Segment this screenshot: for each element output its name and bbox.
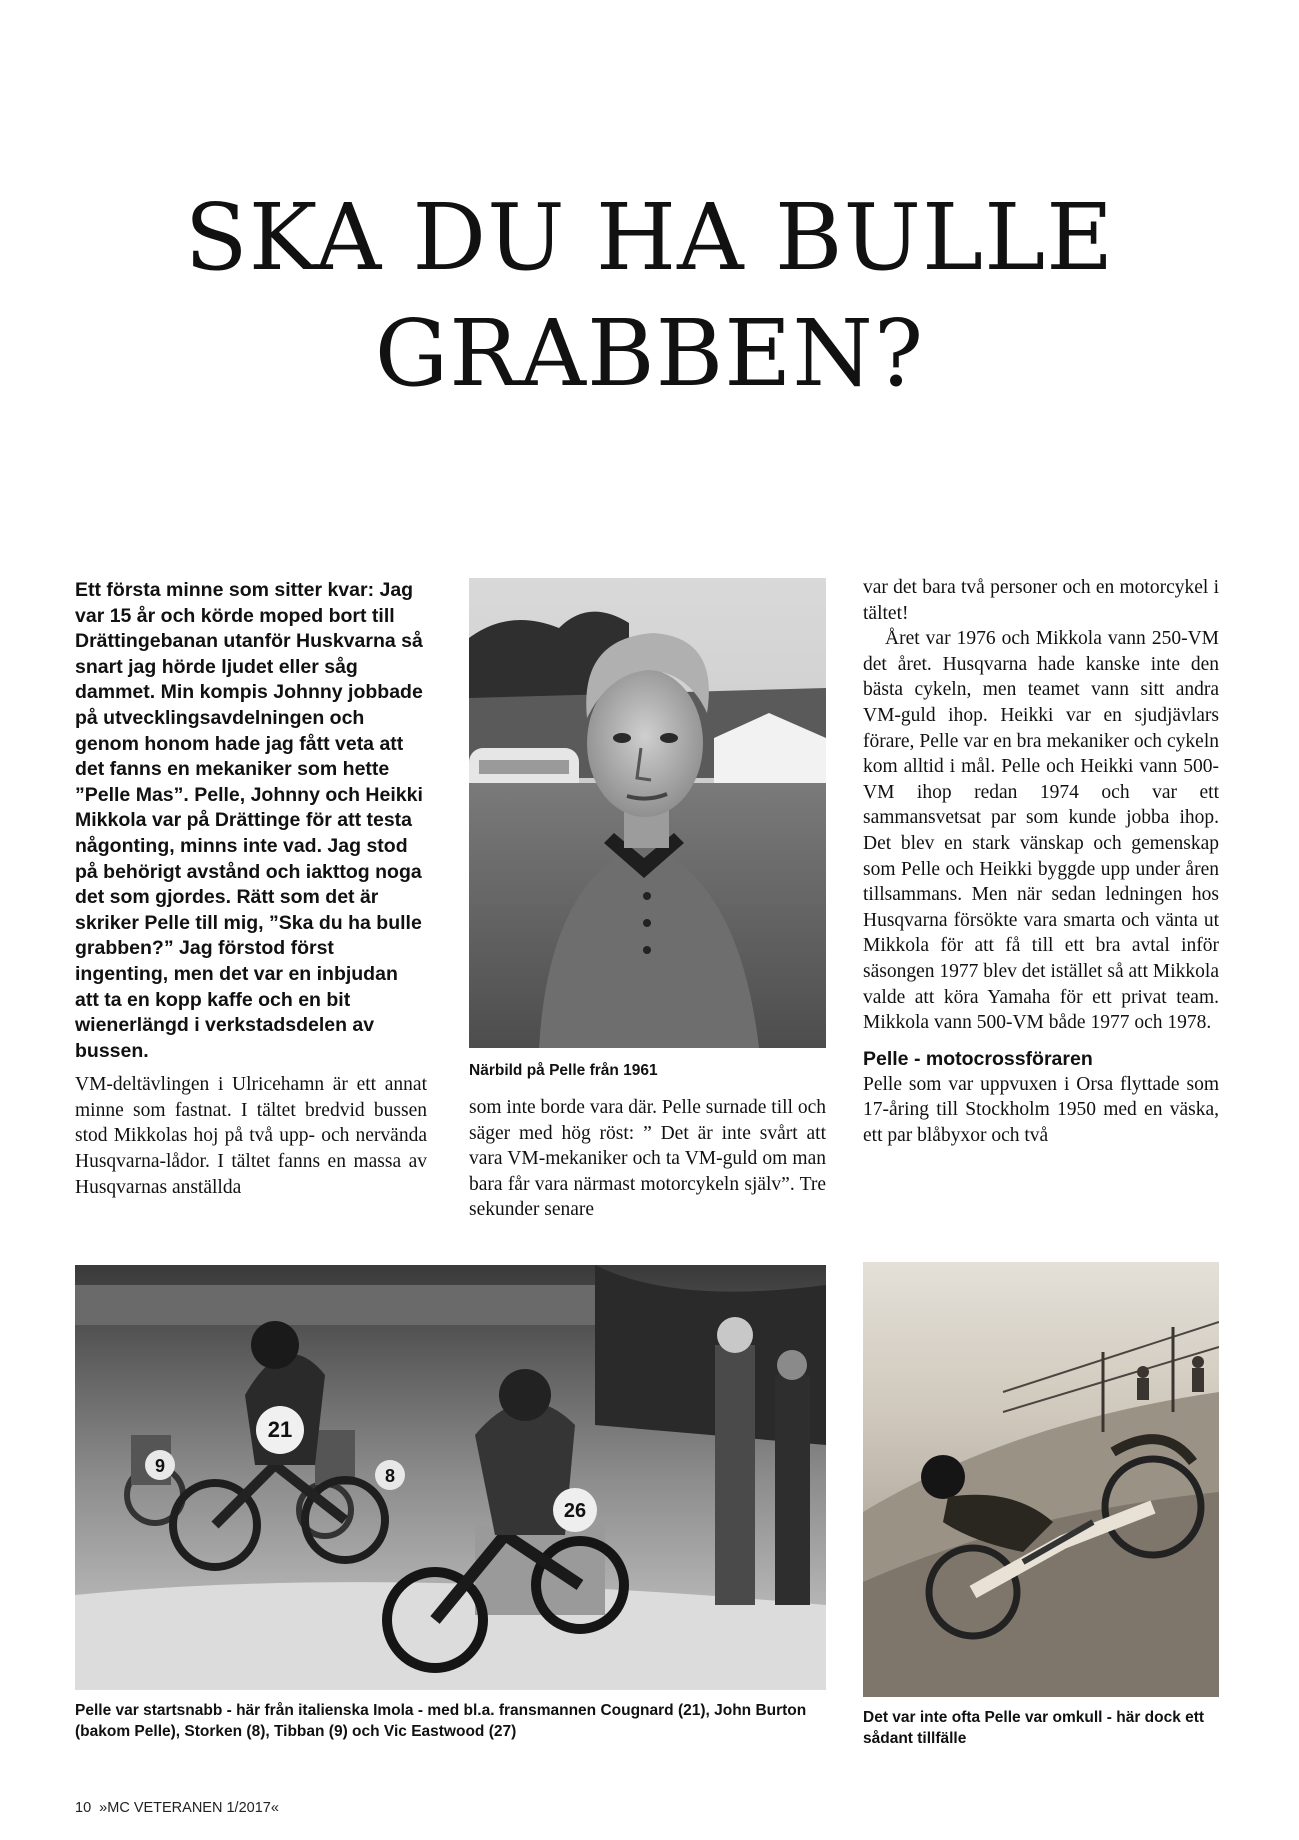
- title-line-1: SKA DU HA BULLE: [184, 184, 1115, 291]
- page-number: 10: [75, 1800, 92, 1816]
- magazine-issue: »MC VETERANEN 1/2017«: [99, 1800, 279, 1816]
- crash-photo-caption: Det var inte ofta Pelle var omkull - här dock ett sådant tillfälle: [863, 1709, 1205, 1747]
- race-start-photo: [75, 1265, 826, 1690]
- race-start-caption: Pelle var startsnabb - här från italienska Imola - med bl.a. fransmannen Cougnard (21), John Burton (bakom Pelle), Storken (8), Tibban (9) och Vic Eastwood (27): [75, 1702, 807, 1740]
- column-3: [863, 575, 1219, 1148]
- title-line-2: GRABBEN?: [374, 300, 925, 407]
- body-paragraph-tent: var det bara två personer och en motorcykel i tältet!: [863, 577, 1219, 624]
- portrait-photo-image: [469, 578, 826, 1048]
- bike-number-21: 21: [267, 1417, 293, 1442]
- body-paragraph-column-2: som inte borde vara där. Pelle surnade till och säger med hög röst: ” Det är inte svårt att vara VM-mekaniker och ta VM-guld om man bara får vara närmast motorcykeln själv”. Tre sekunder senare: [469, 1097, 826, 1221]
- portrait-photo: [469, 578, 826, 1048]
- portrait-photo-caption: Närbild på Pelle från 1961: [469, 1062, 658, 1079]
- intro-paragraph: Ett första minne som sitter kvar: Jag var 15 år och körde moped bort till Drättingebanan utanför Huskvarna så snart jag hörde ljudet eller såg dammet. Min kompis Johnny jobbade på utvecklingsavdelningen och genom honom hade jag fått veta att det fanns en mekaniker som hette ”Pelle Mas”. Pelle, Johnny och Heikki Mikkola var på Drättinge för att testa någonting, minns inte vad. Jag stod på behörigt avstånd och iakttog noga det som gjordes. Rätt som det är skriker Pelle till mig, ”Ska du ha bulle grabben?” Jag förstod först ingenting, men det var en inbjudan att ta en kopp kaffe och en bit wienerlängd i verkstadsdelen av bussen.: [75, 579, 423, 1062]
- race-start-photo-image: [75, 1265, 826, 1690]
- crash-photo-image: [863, 1262, 1219, 1697]
- section-heading: Pelle - motocrossföraren: [863, 1047, 1093, 1070]
- body-paragraph-ulricehamn: VM-deltävlingen i Ulricehamn är ett annat minne som fastnat. I tältet bredvid bussen stod Mikkolas hoj på två upp- och nervända Husqvarna-lådor. I tältet fanns en massa av Husqvarnas anställda: [75, 1074, 427, 1198]
- crash-photo: [863, 1262, 1219, 1697]
- body-paragraph-1976: Året var 1976 och Mikkola vann 250-VM det året. Husqvarna hade kanske inte den bästa cykeln, men teamet vann sitt andra VM-guld ihop. Heikki var en sjudjävlars förare, Pelle var en bra mekaniker och cykeln kom alltid i mål. Pelle och Heikki vann 500-VM ihop redan 1974 och var ett sammansvetsat par som kunde jobba ihop. Det blev en stark vänskap och gemenskap som Pelle och Heikki byggde upp under åren tillsammans. Men när sedan ledningen hos Husqvarna försökte vara smarta och vänta ut Mikkola för att få till ett bra avtal inför säsongen 1977 blev det istället så att Mikkola valde att köra Yamaha för ett privat team. Mikkola vann 500-VM både 1977 och 1978.: [863, 628, 1219, 1034]
- column-2-text: [469, 1095, 826, 1223]
- page-footer: [75, 1800, 279, 1816]
- page-title: [0, 180, 1299, 412]
- bike-number-26: 26: [563, 1500, 587, 1522]
- column-1: [75, 578, 427, 1200]
- bike-number-8: 8: [384, 1466, 396, 1486]
- body-paragraph-orsa: Pelle som var uppvuxen i Orsa flyttade som 17-åring till Stockholm 1950 med en väska, ett par blåbyxor och två: [863, 1073, 1219, 1146]
- bike-number-9: 9: [154, 1456, 166, 1476]
